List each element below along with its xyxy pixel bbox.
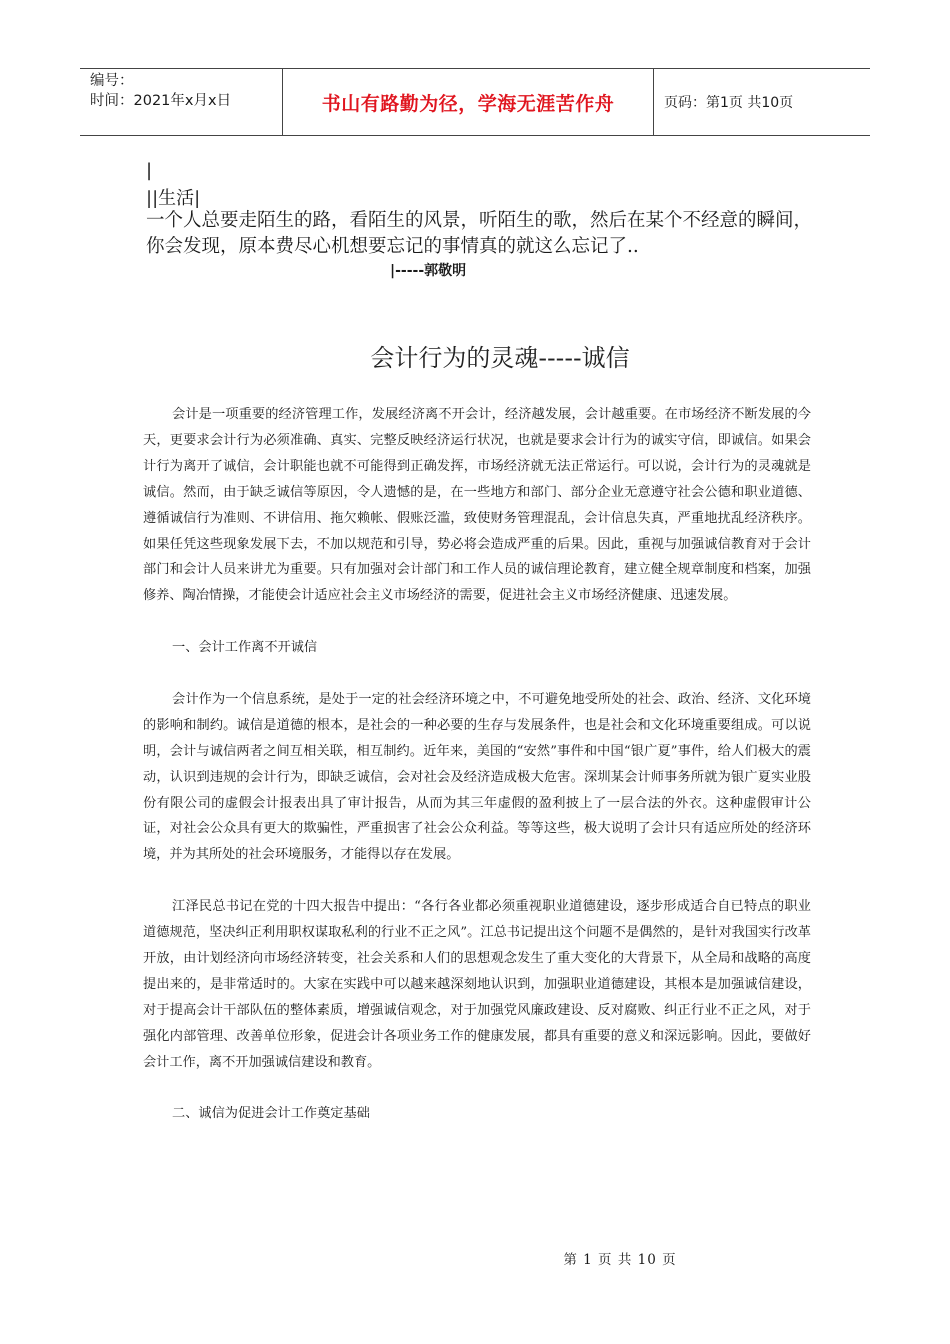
document-body — [143, 402, 811, 1153]
section-heading-2: 二、诚信为促进会计工作奠定基础 — [172, 1106, 370, 1122]
intro-quote: 一个人总要走陌生的路，看陌生的风景，听陌生的歌，然后在某个不经意的瞬间，你会发现，原本费尽心机想要忘记的事情真的就这么忘记了.. — [146, 210, 813, 257]
life-tag: ||生活| — [146, 188, 201, 209]
paragraph-section-1-b: 江泽民总书记在党的十四大报告中提出：“各行各业都必须重视职业道德建设，逐步形成适合自已特点的职业道德规范，坚决纠正利用职权谋取私利的行业不正之风”。江总书记提出这个问题不是偶然的，是针对我国实行改革开放，由计划经济向市场经济转变，社会关系和人们的思想观念发生了重大变化的大背景下，从全局和战略的高度提出来的，是非常适时的。大家在实践中可以越来越深刻地认识到，加强职业道德建设，其根本是加强诚信建设，对于提高会计干部队伍的整体素质，增强诚信观念，对于加强党风廉政建设、反对腐败、纠正行业不正之风，对于强化内部管理、改善单位形象，促进会计各项业务工作的健康发展，都具有重要的意义和深远影响。因此，要做好会计工作，离不开加强诚信建设和教育。 — [143, 899, 811, 1070]
header-left-cell — [80, 69, 282, 135]
paragraph-section-1: 会计作为一个信息系统，是处于一定的社会经济环境之中，不可避免地受所处的社会、政治、经济、文化环境的影响和制约。诚信是道德的根本，是社会的一种必要的生存与发展条件，也是社会和文化环境重要组成。可以说明，会计与诚信两者之间互相关联，相互制约。近年来，美国的“安然”事件和中国“银广夏”事件，给人们极大的震动，认识到违规的会计行为，即缺乏诚信，会对社会及经济造成极大危害。深圳某会计师事务所就为银广夏实业股份有限公司的虚假会计报表出具了审计报告，从而为其三年虚假的盈利披上了一层合法的外衣。这种虚假审计公证，对社会公众具有更大的欺骗性，严重损害了社会公众利益。等等这些，极大说明了会计只有适应所处的经济环境，并为其所处的社会环境服务，才能得以存在发展。 — [143, 691, 811, 863]
number-label: 编号： — [90, 73, 134, 89]
header-page-info: 页码：第1页 共10页 — [664, 95, 794, 111]
section-heading-1: 一、会计工作离不开诚信 — [172, 640, 318, 656]
quote-author: |-----郭敬明 — [390, 263, 467, 279]
text-cursor: | — [146, 160, 153, 181]
page-footer: 第 1 页 共 10 页 — [563, 1252, 677, 1268]
header-table — [80, 68, 870, 136]
document-title: 会计行为的灵魂-----诚信 — [370, 344, 630, 372]
header-motto: 书山有路勤为径，学海无涯苦作舟 — [282, 69, 654, 135]
paragraph-intro: 会计是一项重要的经济管理工作，发展经济离不开会计，经济越发展，会计越重要。在市场经济不断发展的今天，更要求会计行为必须准确、真实、完整反映经济运行状况，也就是要求会计行为的诚实守信，即诚信。如果会计行为离开了诚信，会计职能也就不可能得到正确发挥，市场经济就无法正常运行。可以说，会计行为的灵魂就是诚信。然而，由于缺乏诚信等原因，令人遗憾的是，在一些地方和部门、部分企业无意遵守社会公德和职业道德、遵循诚信行为准则、不讲信用、拖欠赖帐、假账泛滥，致使财务管理混乱，会计信息失真，严重地扰乱经济秩序。如果任凭这些现象发展下去，不加以规范和引导，势必将会造成严重的后果。因此，重视与加强诚信教育对于会计部门和会计人员来讲尤为重要。只有加强对会计部门和工作人员的诚信理论教育，建立健全规章制度和档案，加强修养、陶冶情操，才能使会计适应社会主义市场经济的需要，促进社会主义市场经济健康、迅速发展。 — [143, 407, 811, 604]
time-label: 时间：2021年x月x日 — [90, 93, 232, 109]
